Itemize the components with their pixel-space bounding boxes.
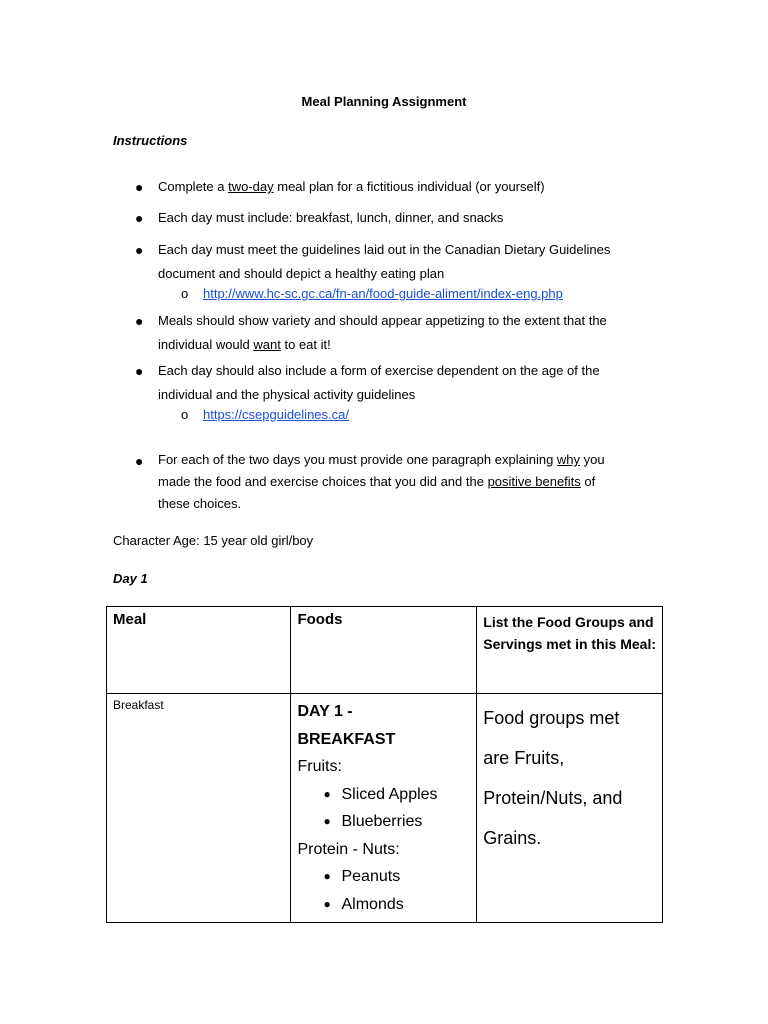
header-food-groups: List the Food Groups and Servings met in this Meal: [477, 607, 663, 694]
foods-day-title: DAY 1 - [297, 703, 353, 720]
document-page: Meal Planning Assignment Instructions ● Complete a two-day meal plan for a fictitious individual (or yourself) ● Each day must include: breakfast, lunch, dinner, and snacks ● Each day must meet the guidelines laid out in the Canadian Dietary Guidelines document and should depict a healthy eating plan o http://www.hc-sc.gc.ca/fn-an/food-guide-aliment/index-eng.php ● Meals should show variety and should appear appetizing to the extent that the individual would want to eat it! ● Each day should also include a form of exercise dependent on the age of the individual and the physical activity guidelines o https://csepguidelines.ca/ ● For each of the two days you must provide one paragraph explaining why you made the food and exercise choices that you did and the positive benefits of these choices. Character Age: 15 year old girl/boy Day 1 Meal Foods List the Food Groups and Servings met in this Meal: Breakfast DAY 1 - BREAKFAST Fruits: ● Sliced Apples ● Blueberries Protein - Nuts: ● Peanuts ● Almonds Food groups met are Fruits, Protein/Nuts, and Grains. [0, 0, 768, 1024]
bullet-icon: ● [135, 453, 144, 469]
day-heading: Day 1 [113, 571, 148, 586]
csep-guidelines-link[interactable]: https://csepguidelines.ca/ [203, 407, 349, 422]
table-row [107, 694, 663, 923]
bullet-icon: ● [135, 210, 144, 226]
bullet-icon: ● [135, 363, 144, 379]
food-guide-link[interactable]: http://www.hc-sc.gc.ca/fn-an/food-guide-aliment/index-eng.php [203, 286, 563, 301]
table-header-row [107, 607, 663, 694]
foods-cell [291, 694, 477, 923]
foods-meal-title: BREAKFAST [297, 730, 396, 748]
food-groups-cell: Food groups met are Fruits, Protein/Nuts, and Grains. [477, 694, 663, 923]
circle-bullet-icon: o [181, 286, 189, 301]
list-item: ● Blueberries [323, 808, 470, 836]
header-foods: Foods [291, 607, 477, 694]
fruits-label: Fruits: [297, 758, 342, 775]
header-meal: Meal [107, 607, 291, 694]
fruits-list [297, 781, 470, 836]
page-title: Meal Planning Assignment [301, 94, 467, 109]
list-item: ● Sliced Apples [323, 781, 470, 809]
circle-bullet-icon: o [181, 407, 189, 422]
bullet-icon: ● [135, 242, 144, 258]
list-item: ● Peanuts [323, 863, 470, 891]
meal-cell: Breakfast [107, 694, 291, 923]
character-age: Character Age: 15 year old girl/boy [113, 533, 314, 548]
bullet-icon: ● [135, 313, 144, 329]
meal-plan-table [106, 606, 663, 923]
instructions-heading: Instructions [113, 133, 188, 148]
bullet-icon: ● [135, 179, 144, 195]
list-item: ● Almonds [323, 891, 470, 919]
protein-label: Protein - Nuts: [297, 840, 400, 858]
protein-list [297, 863, 470, 918]
